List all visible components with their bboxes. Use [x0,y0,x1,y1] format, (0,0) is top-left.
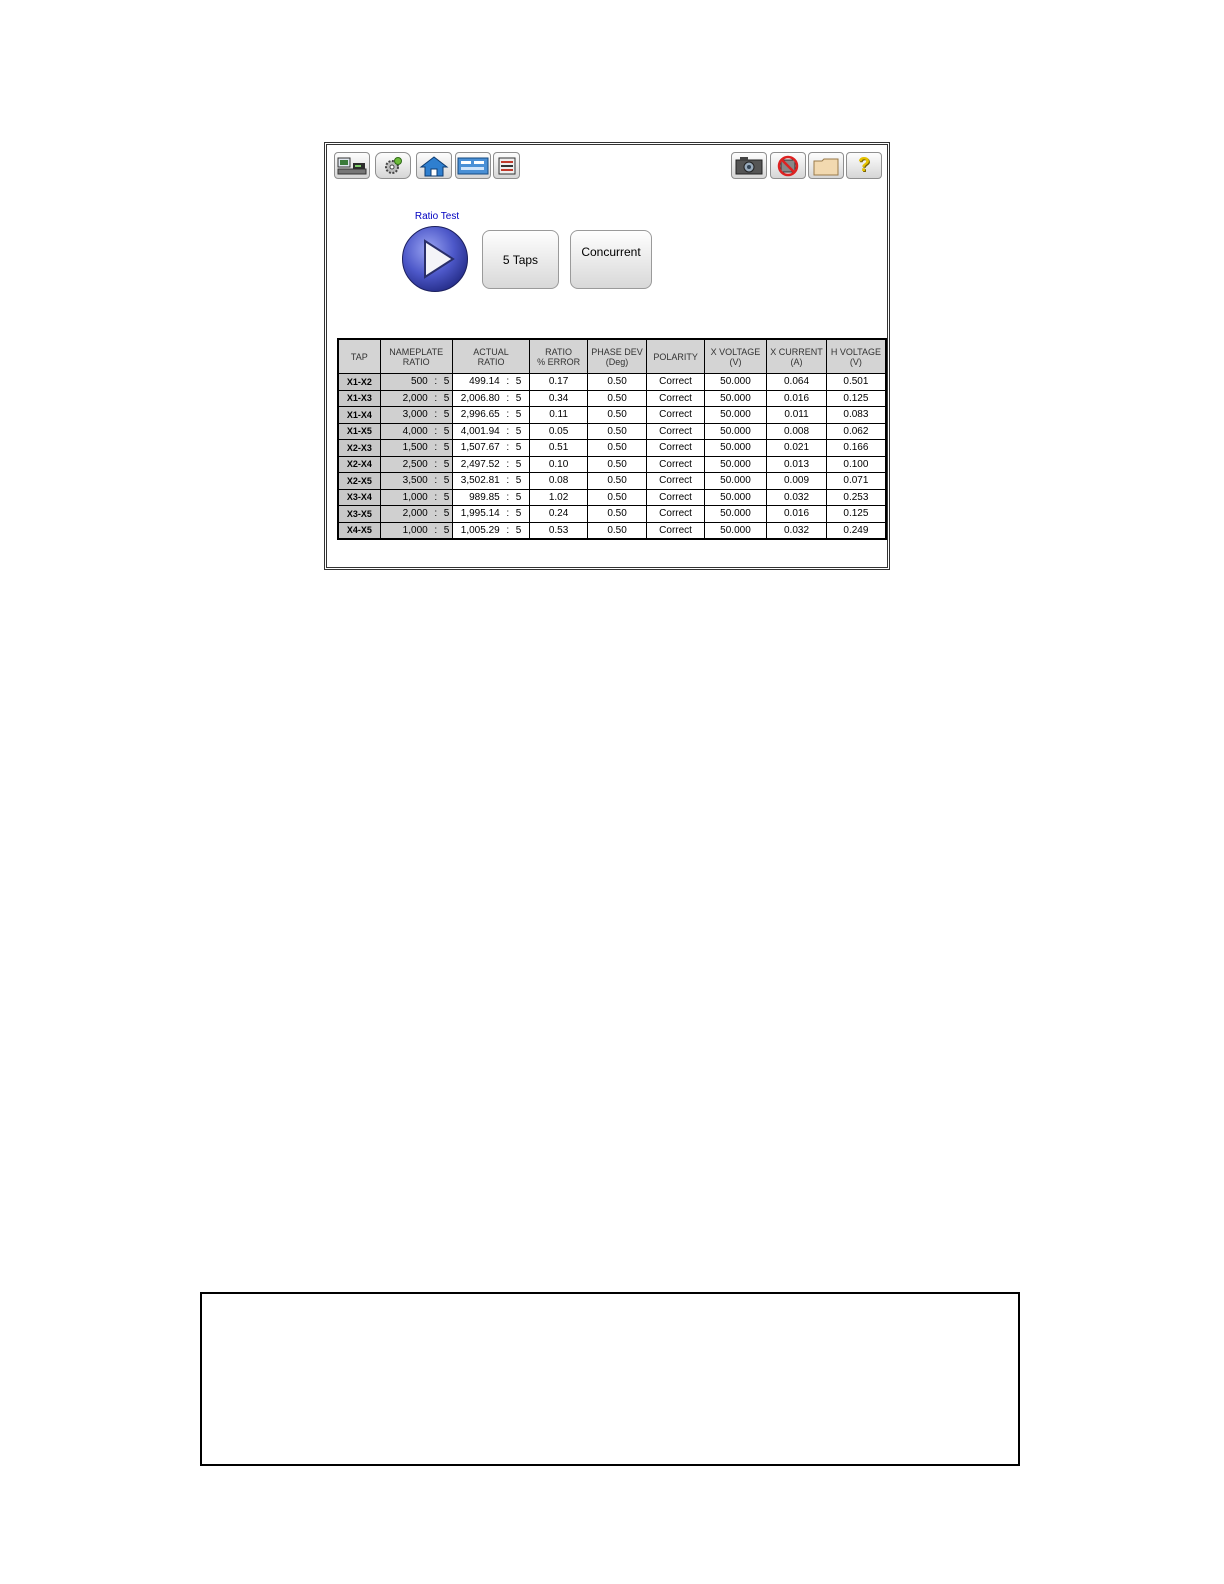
phase-dev-cell: 0.50 [587,407,647,424]
nameplate-ratio-denominator: 5 [443,458,450,470]
phase-dev-cell: 0.50 [587,390,647,407]
actual-ratio-cell [452,522,530,539]
nameplate-ratio-denominator: 5 [443,508,450,520]
actual-ratio-cell [452,407,530,424]
actual-ratio-denominator: 5 [515,524,522,536]
actual-ratio-denominator: 5 [515,475,522,487]
ratio-error-cell: 0.08 [530,473,587,490]
polarity-cell: Correct [647,390,704,407]
actual-ratio-cell [452,423,530,440]
nameplate-ratio-value: 2,500 [402,458,428,470]
header-polarity: POLARITY [647,339,704,374]
h-voltage-cell: 0.083 [826,407,886,424]
table-row [338,456,886,473]
nameplate-ratio-value: 1,000 [402,491,428,503]
h-voltage-cell: 0.062 [826,423,886,440]
ratio-error-cell: 1.02 [530,489,587,506]
x-current-cell: 0.009 [767,473,827,490]
x-voltage-cell: 50.000 [704,473,766,490]
ratio-test-label: Ratio Test [414,211,460,222]
ratio-error-cell: 0.05 [530,423,587,440]
actual-ratio-value: 499.14 [469,376,500,388]
actual-ratio-denominator: 5 [515,376,522,388]
polarity-cell: Correct [647,473,704,490]
keypad-button[interactable] [455,152,491,179]
phase-dev-cell: 0.50 [587,374,647,391]
folder-button[interactable] [808,152,844,179]
header-actual-ratio: ACTUAL RATIO [452,339,530,374]
nameplate-ratio-value: 500 [411,376,428,388]
ratio-error-cell: 0.53 [530,522,587,539]
ratio-separator: : [434,491,438,503]
ratio-separator: : [506,475,510,487]
mode-label: Concurrent [581,245,641,259]
folder-icon [811,155,841,177]
actual-ratio-denominator: 5 [515,425,522,437]
nameplate-ratio-cell [380,473,452,490]
taps-label: 5 Taps [502,252,539,267]
x-voltage-cell: 50.000 [704,423,766,440]
ratio-separator: : [434,425,438,437]
actual-ratio-value: 1,507.67 [460,442,500,454]
actual-ratio-denominator: 5 [515,409,522,421]
polarity-cell: Correct [647,522,704,539]
actual-ratio-denominator: 5 [515,458,522,470]
test-list-icon [496,156,518,176]
actual-ratio-denominator: 5 [515,508,522,520]
ratio-separator: : [506,491,510,503]
actual-ratio-denominator: 5 [515,491,522,503]
tap-cell: X2-X4 [338,456,380,473]
nameplate-ratio-denominator: 5 [443,491,450,503]
nameplate-ratio-cell [380,374,452,391]
actual-ratio-value: 1,995.14 [460,508,500,520]
ratio-separator: : [506,458,510,470]
actual-ratio-value: 989.85 [469,491,500,503]
nameplate-ratio-value: 1,000 [402,524,428,536]
camera-icon [734,156,764,176]
actual-ratio-value: 2,006.80 [460,392,500,404]
actual-ratio-cell [452,390,530,407]
ratio-separator: : [506,392,510,404]
x-voltage-cell: 50.000 [704,407,766,424]
table-row [338,423,886,440]
h-voltage-cell: 0.125 [826,390,886,407]
tap-cell: X3-X4 [338,489,380,506]
nameplate-ratio-cell [380,489,452,506]
x-current-cell: 0.008 [767,423,827,440]
x-voltage-cell: 50.000 [704,489,766,506]
x-voltage-cell: 50.000 [704,374,766,391]
tap-cell: X1-X4 [338,407,380,424]
ratio-separator: : [434,376,438,388]
ratio-separator: : [434,458,438,470]
phase-dev-cell: 0.50 [587,473,647,490]
h-voltage-cell: 0.166 [826,440,886,457]
ratio-separator: : [506,376,510,388]
test-list-button[interactable] [493,152,520,179]
setup-gear-icon [382,156,404,176]
polarity-cell: Correct [647,489,704,506]
h-voltage-cell: 0.125 [826,506,886,523]
instrument-settings-button[interactable] [334,152,370,179]
tap-cell: X1-X2 [338,374,380,391]
ratio-error-cell: 0.24 [530,506,587,523]
h-voltage-cell: 0.100 [826,456,886,473]
nameplate-ratio-cell [380,407,452,424]
actual-ratio-denominator: 5 [515,442,522,454]
polarity-cell: Correct [647,440,704,457]
table-row [338,440,886,457]
x-current-cell: 0.013 [767,456,827,473]
keypad-icon [457,156,489,176]
table-row [338,374,886,391]
instrument-settings-icon [337,156,367,176]
polarity-cell: Correct [647,423,704,440]
actual-ratio-cell [452,440,530,457]
phase-dev-cell: 0.50 [587,489,647,506]
polarity-cell: Correct [647,374,704,391]
ratio-separator: : [434,508,438,520]
actual-ratio-value: 3,502.81 [460,475,500,487]
nameplate-ratio-denominator: 5 [443,475,450,487]
setup-button[interactable] [375,152,411,179]
start-test-button[interactable] [402,226,468,292]
phase-dev-cell: 0.50 [587,456,647,473]
ratio-separator: : [434,442,438,454]
actual-ratio-value: 1,005.29 [460,524,500,536]
table-body [338,374,886,540]
test-screen [324,142,890,570]
table-row [338,407,886,424]
actual-ratio-denominator: 5 [515,392,522,404]
h-voltage-cell: 0.501 [826,374,886,391]
nameplate-ratio-denominator: 5 [443,425,450,437]
tap-cell: X2-X5 [338,473,380,490]
header-x-current: X CURRENT (A) [767,339,827,374]
home-button[interactable] [416,152,452,179]
header-h-voltage: H VOLTAGE (V) [826,339,886,374]
actual-ratio-cell [452,374,530,391]
clear-button[interactable] [770,152,806,179]
results-table [337,338,887,540]
table-row [338,390,886,407]
help-button[interactable] [846,152,882,179]
tap-cell: X4-X5 [338,522,380,539]
h-voltage-cell: 0.253 [826,489,886,506]
phase-dev-cell: 0.50 [587,423,647,440]
home-icon [419,155,449,177]
h-voltage-cell: 0.249 [826,522,886,539]
h-voltage-cell: 0.071 [826,473,886,490]
nameplate-ratio-value: 4,000 [402,425,428,437]
tap-cell: X2-X3 [338,440,380,457]
taps-button[interactable] [482,230,559,289]
nameplate-ratio-value: 2,000 [402,392,428,404]
ratio-separator: : [506,508,510,520]
nameplate-ratio-cell [380,440,452,457]
table-header-row [338,339,886,374]
ratio-error-cell: 0.10 [530,456,587,473]
tap-cell: X3-X5 [338,506,380,523]
nameplate-ratio-denominator: 5 [443,392,450,404]
ratio-separator: : [506,409,510,421]
ratio-separator: : [434,475,438,487]
phase-dev-cell: 0.50 [587,506,647,523]
x-voltage-cell: 50.000 [704,456,766,473]
ratio-separator: : [506,524,510,536]
table-row [338,473,886,490]
x-current-cell: 0.032 [767,489,827,506]
nameplate-ratio-denominator: 5 [443,524,450,536]
ratio-separator: : [506,442,510,454]
table-row [338,489,886,506]
ratio-error-cell: 0.11 [530,407,587,424]
help-icon: ? [857,154,871,176]
tap-cell: X1-X3 [338,390,380,407]
nameplate-ratio-value: 3,000 [402,409,428,421]
actual-ratio-value: 2,996.65 [460,409,500,421]
nameplate-ratio-cell [380,423,452,440]
x-voltage-cell: 50.000 [704,522,766,539]
x-voltage-cell: 50.000 [704,390,766,407]
nameplate-ratio-cell [380,522,452,539]
x-current-cell: 0.021 [767,440,827,457]
x-current-cell: 0.011 [767,407,827,424]
nameplate-ratio-cell [380,456,452,473]
polarity-cell: Correct [647,456,704,473]
phase-dev-cell: 0.50 [587,522,647,539]
ratio-separator: : [434,524,438,536]
nameplate-ratio-value: 1,500 [402,442,428,454]
header-phase-dev: PHASE DEV (Deg) [587,339,647,374]
clear-icon [775,155,801,177]
x-current-cell: 0.032 [767,522,827,539]
actual-ratio-cell [452,473,530,490]
tap-cell: X1-X5 [338,423,380,440]
x-current-cell: 0.064 [767,374,827,391]
x-voltage-cell: 50.000 [704,506,766,523]
nameplate-ratio-denominator: 5 [443,442,450,454]
x-current-cell: 0.016 [767,390,827,407]
header-x-voltage: X VOLTAGE (V) [704,339,766,374]
actual-ratio-value: 4,001.94 [460,425,500,437]
ratio-error-cell: 0.51 [530,440,587,457]
nameplate-ratio-denominator: 5 [443,376,450,388]
actual-ratio-value: 2,497.52 [460,458,500,470]
actual-ratio-cell [452,489,530,506]
actual-ratio-cell [452,456,530,473]
mode-button[interactable] [570,230,652,289]
ratio-separator: : [434,409,438,421]
ratio-separator: : [434,392,438,404]
actual-ratio-cell [452,506,530,523]
polarity-cell: Correct [647,506,704,523]
nameplate-ratio-cell [380,506,452,523]
x-current-cell: 0.016 [767,506,827,523]
nameplate-ratio-denominator: 5 [443,409,450,421]
nameplate-ratio-cell [380,390,452,407]
nameplate-ratio-value: 2,000 [402,508,428,520]
x-voltage-cell: 50.000 [704,440,766,457]
ratio-separator: : [506,425,510,437]
header-nameplate-ratio: NAMEPLATE RATIO [380,339,452,374]
ratio-error-cell: 0.17 [530,374,587,391]
table-row [338,522,886,539]
header-ratio-error: RATIO % ERROR [530,339,587,374]
header-tap: TAP [338,339,380,374]
note-box [200,1292,1020,1466]
polarity-cell: Correct [647,407,704,424]
nameplate-ratio-value: 3,500 [402,475,428,487]
phase-dev-cell: 0.50 [587,440,647,457]
ratio-error-cell: 0.34 [530,390,587,407]
table-row [338,506,886,523]
camera-button[interactable] [731,152,767,179]
